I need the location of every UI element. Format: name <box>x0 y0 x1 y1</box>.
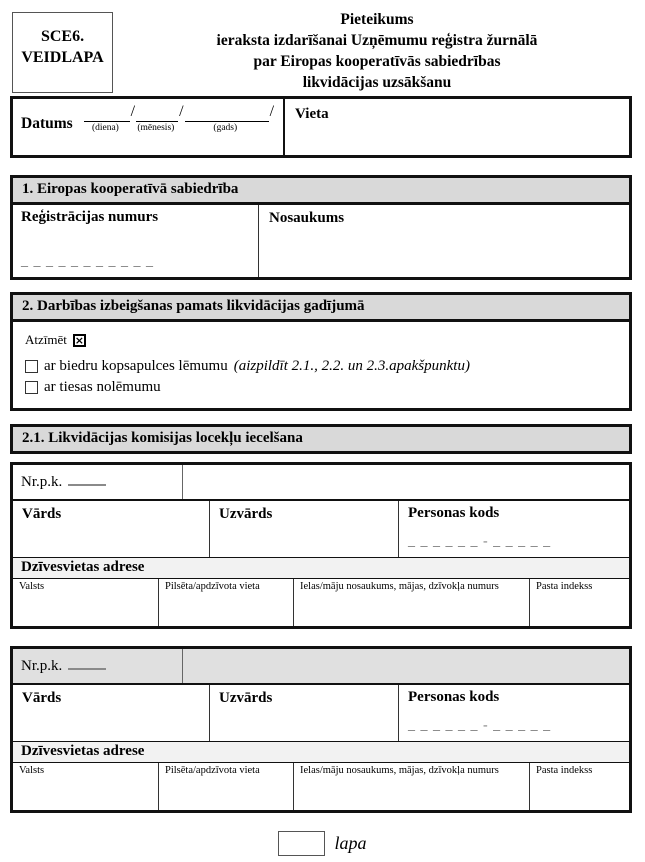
pilseta-label: Pilsēta/apdzīvota vieta <box>165 765 260 776</box>
title-line-3: par Eiropas kooperatīvās sabiedrības <box>253 52 501 70</box>
lapa-label: lapa <box>334 833 367 853</box>
nr-label: Nr.p.k. <box>21 658 63 674</box>
registration-number-label: Reģistrācijas numurs <box>21 209 159 225</box>
nr-field[interactable] <box>13 465 183 499</box>
personas-kods-label: Personas kods <box>408 505 500 521</box>
option-2-label: ar tiesas nolēmumu <box>44 379 161 395</box>
atzimet-label: Atzīmēt <box>25 332 67 347</box>
valsts-field[interactable] <box>13 763 158 810</box>
personas-kods-slots: _ _ _ _ _ _ - _ _ _ _ _ <box>408 718 552 733</box>
liquidator-block-1 <box>10 462 632 629</box>
iela-label: Ielas/māju nosaukums, mājas, dzīvokļa numurs <box>300 765 499 776</box>
nr-field[interactable] <box>13 649 183 683</box>
checked-checkbox-icon: × <box>74 333 84 347</box>
uzvards-label: Uzvārds <box>219 506 273 522</box>
slash: / <box>269 103 275 120</box>
year-field[interactable] <box>185 103 275 133</box>
form-code-type: VEIDLAPA <box>21 48 104 66</box>
page-number-footer <box>0 831 645 856</box>
form-code-box <box>12 12 113 93</box>
month-field[interactable] <box>136 103 184 133</box>
option-1-note: (aizpildīt 2.1., 2.2. un 2.3.apakšpunktu) <box>233 358 470 374</box>
nosaukums-label: Nosaukums <box>269 210 345 226</box>
nr-underline <box>68 472 106 486</box>
section-2-1 <box>10 424 632 454</box>
mark-line <box>25 332 617 348</box>
nosaukums-field[interactable] <box>259 205 629 277</box>
form-title <box>116 10 638 94</box>
vieta-field[interactable] <box>285 99 629 155</box>
name-row <box>13 685 629 742</box>
liquidator-block-2 <box>10 646 632 813</box>
valsts-label: Valsts <box>19 581 45 592</box>
pilseta-field[interactable] <box>158 763 293 810</box>
uzvards-field[interactable] <box>209 501 398 557</box>
registration-number-field[interactable] <box>13 205 259 277</box>
personas-kods-slots: _ _ _ _ _ _ - _ _ _ _ _ <box>408 534 552 549</box>
datums-label: Datums <box>21 115 73 132</box>
pilseta-label: Pilsēta/apdzīvota vieta <box>165 581 260 592</box>
address-header: Dzīvesvietas adrese <box>13 558 629 579</box>
title-line-4: likvidācijas uzsākšanu <box>302 73 452 91</box>
day-field[interactable] <box>84 103 136 133</box>
valsts-field[interactable] <box>13 579 158 626</box>
personas-kods-label: Personas kods <box>408 689 500 705</box>
name-row <box>13 501 629 558</box>
section-2-1-header: 2.1. Likvidācijas komisijas locekļu iecelšana <box>13 427 629 451</box>
section-2 <box>10 292 632 411</box>
nr-label: Nr.p.k. <box>21 474 63 490</box>
title-line-2: ieraksta izdarīšanai Uzņēmumu reģistra žurnālā <box>216 31 538 49</box>
slash: / <box>179 103 184 120</box>
uzvards-label: Uzvārds <box>219 690 273 706</box>
option-biedru-lemums <box>25 358 617 375</box>
nr-row <box>13 649 629 685</box>
vieta-label: Vieta <box>295 106 329 122</box>
uzvards-field[interactable] <box>209 685 398 741</box>
nr-underline <box>68 656 106 670</box>
section-1 <box>10 175 632 280</box>
date-cell <box>13 99 285 155</box>
nr-row <box>13 465 629 501</box>
address-header: Dzīvesvietas adrese <box>13 742 629 763</box>
section-2-header: 2. Darbības izbeigšanas pamats likvidācijas gadījumā <box>13 295 629 322</box>
form-code: SCE6. <box>40 28 85 45</box>
page-number-field[interactable] <box>278 831 325 856</box>
vards-label: Vārds <box>22 506 62 522</box>
nr-rest-cell <box>183 465 629 499</box>
address-row <box>13 579 629 626</box>
section-1-header: 1. Eiropas kooperatīvā sabiedrība <box>13 178 629 205</box>
month-label: (mēnesis) <box>137 123 175 133</box>
vards-field[interactable] <box>13 685 209 741</box>
section-1-content <box>13 205 629 277</box>
day-label: (diena) <box>91 123 119 133</box>
pasta-indekss-field[interactable] <box>529 579 629 626</box>
registration-number-slots: _ _ _ _ _ _ _ _ _ _ _ <box>21 254 154 269</box>
pilseta-field[interactable] <box>158 579 293 626</box>
nr-rest-cell <box>183 649 629 683</box>
section-2-body <box>13 322 629 408</box>
pasta-indekss-field[interactable] <box>529 763 629 810</box>
pasta-indekss-label: Pasta indekss <box>536 765 593 776</box>
iela-field[interactable] <box>293 763 529 810</box>
iela-field[interactable] <box>293 579 529 626</box>
address-row <box>13 763 629 810</box>
title-line-1: Pieteikums <box>340 11 414 28</box>
checkbox-icon[interactable] <box>25 381 38 394</box>
pasta-indekss-label: Pasta indekss <box>536 581 593 592</box>
option-tiesas-nolemums <box>25 379 617 396</box>
vards-field[interactable] <box>13 501 209 557</box>
checkbox-icon[interactable] <box>25 360 38 373</box>
year-label: (gads) <box>213 123 238 133</box>
vards-label: Vārds <box>22 690 62 706</box>
valsts-label: Valsts <box>19 765 45 776</box>
date-place-table <box>10 96 632 158</box>
iela-label: Ielas/māju nosaukums, mājas, dzīvokļa numurs <box>300 581 499 592</box>
slash: / <box>130 103 136 120</box>
option-1-label: ar biedru kopsapulces lēmumu <box>44 358 228 374</box>
personas-kods-field[interactable] <box>398 501 629 557</box>
personas-kods-field[interactable] <box>398 685 629 741</box>
